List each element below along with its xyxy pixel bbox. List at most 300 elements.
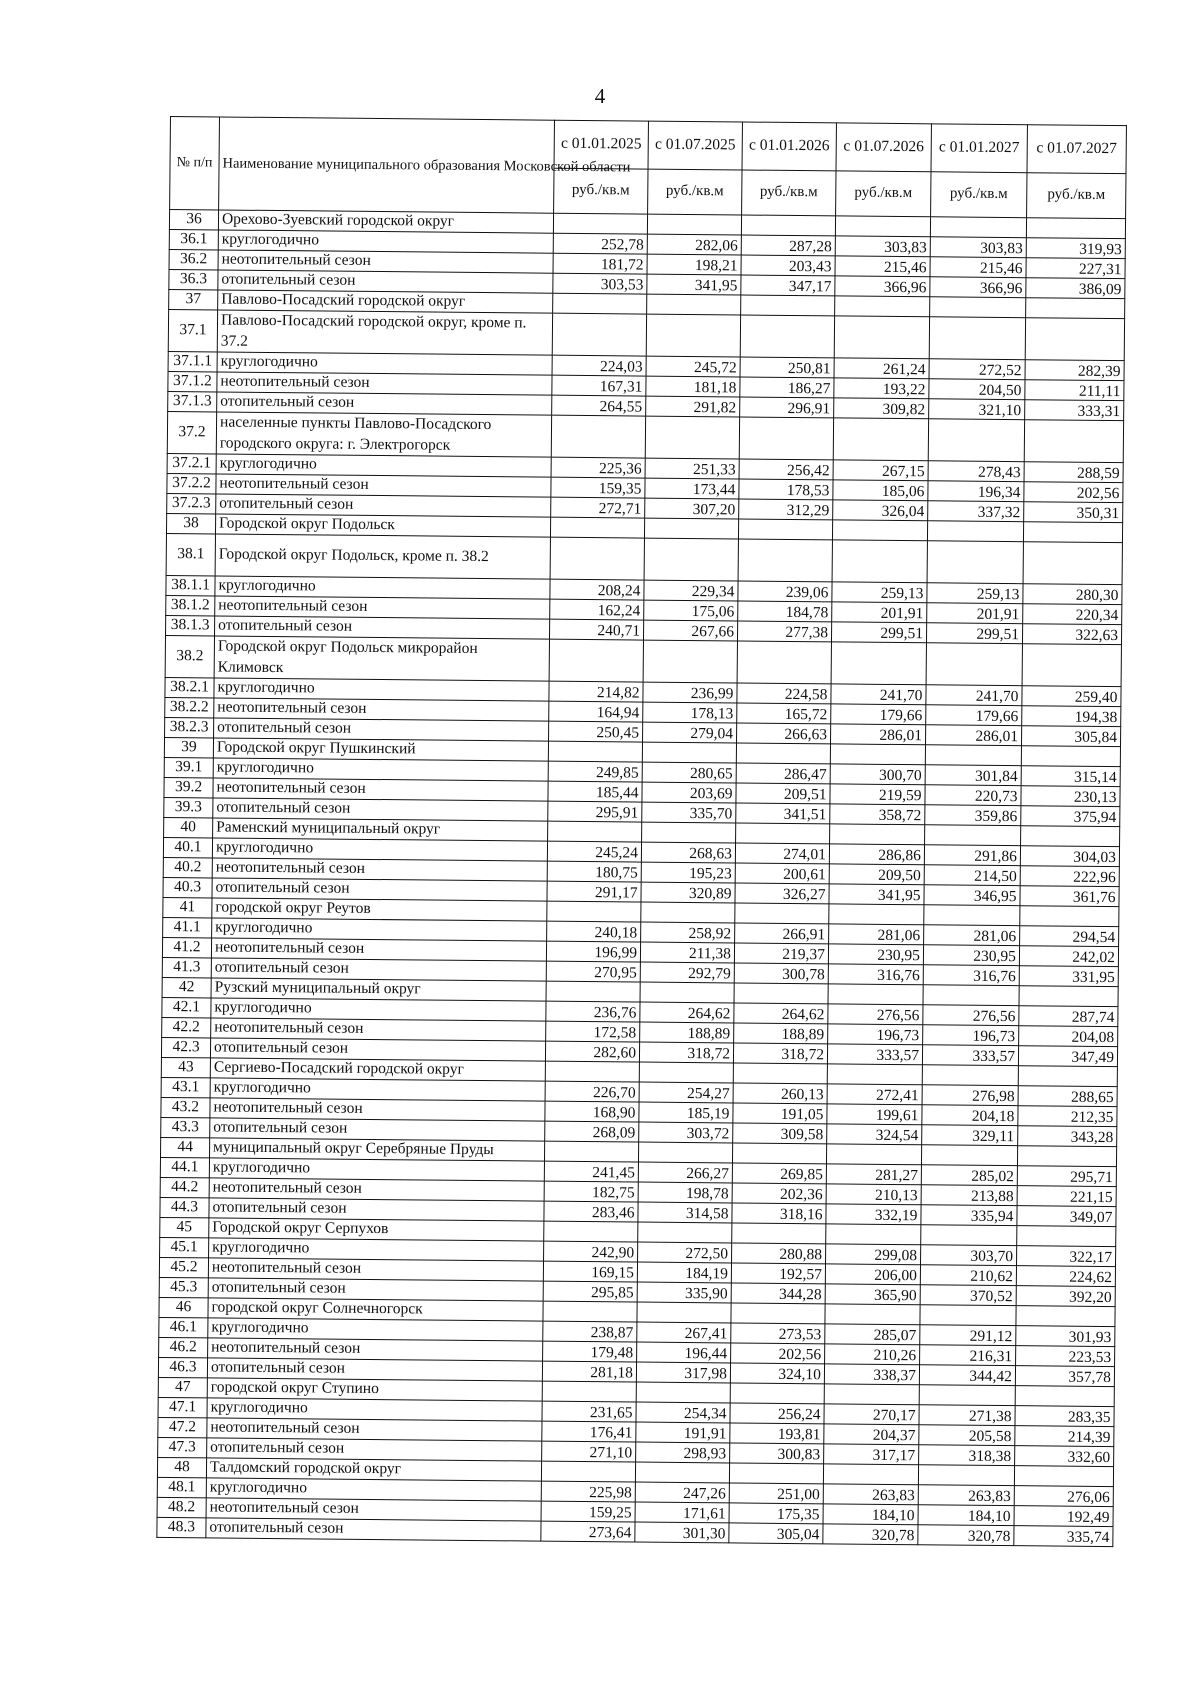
rate-value-cell: 286,01 (925, 725, 1021, 746)
rate-value-cell: 175,35 (729, 1503, 823, 1524)
rate-value-cell: 241,45 (544, 1161, 638, 1182)
rate-value-cell (918, 1465, 1014, 1486)
row-name-cell: неотопительный сезон (209, 1178, 544, 1201)
rate-value-cell: 337,32 (928, 501, 1024, 522)
rate-value-cell: 333,31 (1025, 400, 1124, 421)
rate-value-cell: 241,70 (831, 684, 926, 705)
rate-value-cell (834, 316, 929, 359)
rate-value-cell: 203,43 (741, 255, 835, 276)
rate-value-cell (544, 1221, 638, 1242)
row-number-cell: 39.3 (164, 797, 213, 817)
row-name-cell: круглогодично (206, 1478, 541, 1501)
rate-value-cell: 335,94 (921, 1205, 1017, 1226)
rate-value-cell (735, 903, 829, 924)
rate-value-cell: 204,18 (922, 1105, 1018, 1126)
rate-value-cell: 171,61 (635, 1502, 729, 1523)
rate-value-cell: 230,13 (1021, 786, 1120, 807)
rate-value-cell: 301,93 (1016, 1326, 1115, 1347)
row-name-cell: круглогодично (211, 998, 546, 1021)
rate-value-cell: 278,43 (928, 461, 1024, 482)
row-name-cell: неотопительный сезон (212, 858, 547, 881)
rate-value-cell (925, 825, 1021, 846)
rate-value-cell: 318,16 (732, 1203, 826, 1224)
rate-value-cell (730, 1383, 824, 1404)
rate-value-cell: 195,23 (641, 862, 735, 883)
rate-value-cell: 221,15 (1017, 1186, 1116, 1207)
rate-value-cell: 299,51 (831, 622, 926, 643)
rate-value-cell: 286,47 (736, 763, 830, 784)
tariff-table (156, 116, 1127, 1547)
rate-value-cell: 324,10 (730, 1363, 824, 1384)
row-name-cell: неотопительный сезон (211, 938, 546, 961)
table-header (170, 117, 1127, 219)
rate-value-cell: 285,02 (921, 1165, 1017, 1186)
row-number-cell: 48 (157, 1457, 206, 1477)
column-header-number: № п/п (170, 117, 220, 210)
rate-value-cell: 272,41 (827, 1084, 922, 1105)
rate-value-cell: 366,96 (930, 277, 1026, 298)
rate-value-cell: 370,52 (920, 1285, 1016, 1306)
rate-value-cell: 288,65 (1018, 1086, 1117, 1107)
rate-value-cell: 184,10 (918, 1505, 1014, 1526)
row-name-cell: Раменский муниципальный округ (213, 818, 548, 841)
tariff-table-wrapper (156, 116, 1126, 1547)
rate-value-cell: 159,35 (551, 477, 645, 498)
rate-value-cell (1022, 644, 1121, 687)
rate-value-cell: 194,38 (1022, 706, 1121, 727)
rate-value-cell: 204,37 (824, 1424, 919, 1445)
row-name-cell: круглогодично (212, 918, 547, 941)
rate-value-cell: 344,28 (731, 1283, 825, 1304)
rate-value-cell: 335,74 (1014, 1526, 1113, 1547)
rate-value-cell: 216,31 (920, 1345, 1016, 1366)
rate-value-cell: 375,94 (1021, 806, 1120, 827)
rate-value-cell: 198,21 (647, 254, 741, 275)
rate-value-cell: 215,46 (835, 256, 930, 277)
table-body (157, 210, 1126, 1547)
rate-value-cell: 264,62 (734, 1003, 828, 1024)
rate-value-cell: 192,49 (1014, 1506, 1113, 1527)
rate-value-cell (924, 905, 1020, 926)
rate-value-cell: 282,60 (545, 1041, 639, 1062)
rate-value-cell (734, 983, 828, 1004)
rate-value-cell: 341,95 (647, 274, 741, 295)
row-number-cell: 42.1 (162, 997, 211, 1017)
rate-value-cell: 344,42 (919, 1365, 1015, 1386)
rate-value-cell: 301,84 (925, 765, 1021, 786)
rate-value-cell (643, 640, 737, 683)
rate-value-cell: 179,66 (831, 704, 926, 725)
rate-value-cell: 270,95 (546, 961, 640, 982)
column-header-date: с 01.07.2026 (836, 123, 931, 171)
row-number-cell: 36 (169, 210, 218, 230)
row-number-cell: 40.3 (163, 877, 212, 897)
rate-value-cell: 252,78 (553, 233, 647, 254)
rate-value-cell (823, 1464, 918, 1485)
row-number-cell: 42.2 (162, 1017, 211, 1037)
column-header-unit: руб./кв.м (554, 168, 648, 214)
rate-value-cell: 159,25 (541, 1501, 635, 1522)
rate-value-cell: 386,09 (1026, 278, 1125, 299)
rate-value-cell: 259,13 (927, 583, 1023, 604)
rate-value-cell: 322,63 (1022, 624, 1121, 645)
rate-value-cell: 307,20 (645, 498, 739, 519)
rate-value-cell (739, 417, 833, 460)
rate-value-cell: 209,51 (736, 783, 830, 804)
rate-value-cell: 292,79 (640, 962, 734, 983)
rate-value-cell (1025, 318, 1124, 361)
rate-value-cell: 211,11 (1025, 380, 1124, 401)
rate-value-cell (921, 1145, 1017, 1166)
rate-value-cell (548, 741, 642, 762)
rate-value-cell: 196,73 (923, 1025, 1019, 1046)
row-number-cell: 44.2 (160, 1177, 209, 1197)
row-name-cell: круглогодично (207, 1398, 542, 1421)
rate-value-cell: 201,91 (832, 602, 927, 623)
rate-value-cell (1017, 1226, 1116, 1247)
rate-value-cell (833, 418, 928, 461)
rate-value-cell: 164,94 (549, 701, 643, 722)
rate-value-cell: 317,17 (824, 1444, 919, 1465)
rate-value-cell: 350,31 (1024, 502, 1123, 523)
rate-value-cell (642, 822, 736, 843)
rate-value-cell: 263,83 (823, 1484, 918, 1505)
row-number-cell: 44.1 (160, 1157, 209, 1177)
rate-value-cell (553, 213, 647, 234)
row-name-cell: Орехово-Зуевский городской округ (218, 210, 553, 233)
row-name-cell: отопительный сезон (206, 1518, 541, 1541)
rate-value-cell: 250,81 (740, 357, 834, 378)
rate-value-cell: 283,46 (544, 1201, 638, 1222)
column-header-date: с 01.01.2027 (931, 124, 1027, 172)
rate-value-cell: 318,38 (919, 1445, 1015, 1466)
row-name-cell: Городской округ Пушкинский (213, 738, 548, 761)
row-number-cell: 37.1.2 (168, 371, 217, 391)
rate-value-cell: 276,56 (923, 1005, 1019, 1026)
rate-value-cell: 182,75 (544, 1181, 638, 1202)
rate-value-cell (549, 639, 643, 682)
rate-value-cell: 181,72 (553, 253, 647, 274)
rate-value-cell: 210,26 (825, 1344, 920, 1365)
row-name-cell: отопительный сезон (216, 494, 551, 517)
rate-value-cell: 208,24 (550, 579, 644, 600)
rate-value-cell: 242,90 (544, 1241, 638, 1262)
rate-value-cell: 193,22 (834, 378, 929, 399)
rate-value-cell: 331,95 (1019, 966, 1118, 987)
column-header-date: с 01.07.2025 (648, 121, 742, 169)
row-name-cell: неотопительный сезон (208, 1258, 543, 1281)
row-name-cell: круглогодично (213, 758, 548, 781)
rate-value-cell (738, 519, 832, 540)
rate-value-cell: 295,91 (548, 801, 642, 822)
rate-value-cell: 226,70 (545, 1081, 639, 1102)
rate-value-cell (740, 315, 834, 358)
row-number-cell: 39.1 (164, 757, 213, 777)
row-number-cell: 37.2.1 (167, 453, 216, 473)
row-number-cell: 46.3 (158, 1357, 207, 1377)
row-number-cell: 44 (161, 1137, 210, 1157)
row-name-cell: Талдомский городской округ (206, 1458, 541, 1481)
rate-value-cell (736, 823, 830, 844)
row-name-cell: городской округ Солнечногорск (208, 1298, 543, 1321)
row-number-cell: 41 (163, 897, 212, 917)
row-name-cell: неотопительный сезон (218, 250, 553, 273)
rate-value-cell: 259,40 (1022, 686, 1121, 707)
row-name-cell: круглогодично (218, 230, 553, 253)
rate-value-cell: 338,37 (824, 1364, 919, 1385)
rate-value-cell: 277,38 (737, 621, 831, 642)
row-name-cell: отопительный сезон (217, 392, 552, 415)
row-name-cell: неотопительный сезон (217, 372, 552, 395)
rate-value-cell: 268,63 (641, 842, 735, 863)
row-name-cell: отопительный сезон (207, 1438, 542, 1461)
rate-value-cell: 301,30 (635, 1522, 729, 1543)
row-name-cell: городской округ Реутов (212, 898, 547, 921)
rate-value-cell (923, 985, 1019, 1006)
row-number-cell: 47 (158, 1377, 207, 1397)
rate-value-cell: 172,58 (546, 1021, 640, 1042)
rate-value-cell: 320,78 (823, 1524, 918, 1545)
rate-value-cell: 267,41 (637, 1322, 731, 1343)
row-number-cell: 47.1 (158, 1397, 207, 1417)
rate-value-cell: 359,86 (925, 805, 1021, 826)
rate-value-cell: 270,17 (824, 1404, 919, 1425)
rate-value-cell: 215,46 (930, 257, 1026, 278)
row-number-cell: 39 (164, 737, 213, 757)
rate-value-cell: 288,59 (1024, 462, 1123, 483)
rate-value-cell (826, 1224, 921, 1245)
rate-value-cell: 185,44 (548, 781, 642, 802)
rate-value-cell: 322,17 (1017, 1246, 1116, 1267)
row-number-cell: 45.2 (159, 1257, 208, 1277)
rate-value-cell: 309,82 (834, 398, 929, 419)
row-name-cell: отопительный сезон (210, 1118, 545, 1141)
rate-value-cell (543, 1301, 637, 1322)
rate-value-cell: 295,85 (543, 1281, 637, 1302)
rate-value-cell (1019, 986, 1118, 1007)
rate-value-cell (929, 317, 1025, 360)
rate-value-cell: 303,83 (835, 236, 930, 257)
rate-value-cell (824, 1384, 919, 1405)
rate-value-cell (647, 214, 741, 235)
row-number-cell: 45.1 (160, 1237, 209, 1257)
rate-value-cell: 165,72 (737, 703, 831, 724)
rate-value-cell: 324,54 (827, 1124, 922, 1145)
rate-value-cell (731, 1303, 825, 1324)
rate-value-cell: 268,09 (545, 1121, 639, 1142)
rate-value-cell: 266,91 (735, 923, 829, 944)
row-number-cell: 46.1 (159, 1317, 208, 1337)
rate-value-cell (921, 1225, 1017, 1246)
row-number-cell: 48.1 (157, 1477, 206, 1497)
rate-value-cell: 316,76 (923, 965, 1019, 986)
rate-value-cell: 333,57 (827, 1044, 922, 1065)
row-name-cell: круглогодично (215, 576, 550, 599)
rate-value-cell: 219,59 (830, 784, 925, 805)
column-header-unit: руб./кв.м (836, 170, 931, 216)
rate-value-cell: 314,58 (638, 1202, 732, 1223)
row-number-cell: 39.2 (164, 777, 213, 797)
row-name-cell: неотопительный сезон (214, 698, 549, 721)
rate-value-cell (645, 416, 739, 459)
rate-value-cell: 181,18 (646, 376, 740, 397)
rate-value-cell: 332,60 (1015, 1446, 1114, 1467)
rate-value-cell: 238,87 (543, 1321, 637, 1342)
rate-value-cell (550, 537, 644, 580)
rate-value-cell: 276,98 (922, 1085, 1018, 1106)
row-number-cell: 46.2 (159, 1337, 208, 1357)
rate-value-cell: 358,72 (830, 804, 925, 825)
rate-value-cell: 303,72 (639, 1122, 733, 1143)
rate-value-cell (542, 1381, 636, 1402)
rate-value-cell: 254,34 (636, 1402, 730, 1423)
rate-value-cell: 361,76 (1020, 886, 1119, 907)
row-number-cell: 37.2.3 (167, 493, 216, 513)
rate-value-cell: 230,95 (923, 945, 1019, 966)
rate-value-cell: 206,00 (825, 1264, 920, 1285)
row-number-cell: 37.2.2 (167, 473, 216, 493)
rate-value-cell (930, 297, 1026, 318)
rate-value-cell: 300,83 (730, 1443, 824, 1464)
rate-value-cell: 223,53 (1016, 1346, 1115, 1367)
column-header-unit: руб./кв.м (648, 169, 742, 215)
row-number-cell: 42 (162, 977, 211, 997)
rate-value-cell: 199,61 (827, 1104, 922, 1125)
rate-value-cell (1023, 542, 1122, 585)
rate-value-cell: 341,95 (829, 884, 924, 905)
rate-value-cell: 251,33 (645, 458, 739, 479)
row-name-cell: круглогодично (212, 838, 547, 861)
rate-value-cell: 305,04 (729, 1523, 823, 1544)
rate-value-cell: 329,11 (922, 1125, 1018, 1146)
rate-value-cell: 312,29 (739, 499, 833, 520)
column-header-unit: руб./кв.м (931, 171, 1027, 217)
page-number: 4 (594, 84, 606, 108)
rate-value-cell (732, 1143, 826, 1164)
row-number-cell: 46 (159, 1297, 208, 1317)
rate-value-cell: 295,71 (1017, 1166, 1116, 1187)
rate-value-cell (826, 1144, 921, 1165)
rate-value-cell (920, 1305, 1016, 1326)
row-number-cell: 36.2 (169, 249, 218, 269)
rate-value-cell: 209,50 (829, 864, 924, 885)
rate-value-cell: 266,63 (737, 723, 831, 744)
row-number-cell: 38.1.3 (166, 615, 215, 635)
rate-value-cell: 326,04 (833, 500, 928, 521)
rate-value-cell: 193,81 (730, 1423, 824, 1444)
rate-value-cell (550, 517, 644, 538)
rate-value-cell: 204,50 (929, 379, 1025, 400)
rate-value-cell: 260,13 (733, 1083, 827, 1104)
rate-value-cell (741, 295, 835, 316)
rate-value-cell: 335,70 (642, 802, 736, 823)
rate-value-cell (638, 1142, 732, 1163)
rate-value-cell: 205,58 (919, 1425, 1015, 1446)
column-header-date: с 01.01.2026 (742, 122, 836, 170)
rate-value-cell: 258,92 (641, 922, 735, 943)
rate-value-cell: 326,27 (735, 883, 829, 904)
rate-value-cell: 332,19 (826, 1204, 921, 1225)
row-number-cell: 38.2.2 (165, 697, 214, 717)
rate-value-cell: 196,34 (928, 481, 1024, 502)
rate-value-cell: 303,83 (930, 237, 1026, 258)
column-header-unit: руб./кв.м (1027, 172, 1126, 218)
rate-value-cell: 180,75 (547, 861, 641, 882)
rate-value-cell: 236,99 (643, 682, 737, 703)
rate-value-cell (827, 1064, 922, 1085)
rate-value-cell: 299,51 (926, 623, 1022, 644)
rate-value-cell: 271,10 (542, 1441, 636, 1462)
rate-value-cell (548, 821, 642, 842)
row-number-cell: 38.2.3 (165, 717, 214, 737)
rate-value-cell: 168,90 (545, 1101, 639, 1122)
row-name-cell: отопительный сезон (207, 1358, 542, 1381)
rate-value-cell (636, 1382, 730, 1403)
row-number-cell: 38.1.1 (166, 575, 215, 595)
rate-value-cell: 317,98 (636, 1362, 730, 1383)
rate-value-cell: 320,89 (641, 882, 735, 903)
rate-value-cell: 335,90 (637, 1282, 731, 1303)
rate-value-cell: 304,03 (1020, 846, 1119, 867)
rate-value-cell: 254,27 (639, 1082, 733, 1103)
rate-value-cell: 282,39 (1025, 360, 1124, 381)
rate-value-cell: 343,28 (1018, 1126, 1117, 1147)
rate-value-cell: 319,93 (1026, 238, 1125, 259)
rate-value-cell: 286,86 (829, 844, 924, 865)
rate-value-cell: 256,42 (739, 459, 833, 480)
rate-value-cell: 263,83 (918, 1485, 1014, 1506)
rate-value-cell: 203,69 (642, 782, 736, 803)
row-number-cell: 37.1.1 (168, 351, 217, 371)
rate-value-cell: 349,07 (1017, 1206, 1116, 1227)
rate-value-cell: 309,58 (733, 1123, 827, 1144)
rate-value-cell (729, 1463, 823, 1484)
row-name-cell: неотопительный сезон (206, 1498, 541, 1521)
rate-value-cell: 392,20 (1016, 1286, 1115, 1307)
rate-value-cell: 220,34 (1023, 604, 1122, 625)
rate-value-cell: 251,00 (729, 1483, 823, 1504)
rate-value-cell: 169,15 (543, 1261, 637, 1282)
rate-value-cell: 245,24 (547, 841, 641, 862)
rate-value-cell (829, 904, 924, 925)
rate-value-cell: 230,95 (828, 944, 923, 965)
row-number-cell: 43.2 (161, 1097, 210, 1117)
row-name-cell: неотопительный сезон (208, 1338, 543, 1361)
row-number-cell: 43 (161, 1057, 210, 1077)
row-number-cell: 38.1 (166, 533, 215, 575)
rate-value-cell (1021, 746, 1120, 767)
rate-value-cell: 188,89 (640, 1022, 734, 1043)
rate-value-cell: 225,36 (551, 457, 645, 478)
rate-value-cell (639, 1062, 733, 1083)
rate-value-cell: 222,96 (1020, 866, 1119, 887)
rate-value-cell (927, 541, 1023, 584)
row-number-cell: 48.2 (157, 1497, 206, 1517)
rate-value-cell (738, 539, 832, 582)
rate-value-cell: 281,18 (542, 1361, 636, 1382)
rate-value-cell: 198,78 (638, 1182, 732, 1203)
rate-value-cell: 185,06 (833, 480, 928, 501)
rate-value-cell: 179,48 (543, 1341, 637, 1362)
column-header-name: Наименование муниципального образования Московской области (219, 117, 555, 213)
rate-value-cell: 220,73 (925, 785, 1021, 806)
rate-value-cell (927, 521, 1023, 542)
rate-value-cell (925, 745, 1021, 766)
row-number-cell: 41.3 (162, 957, 211, 977)
rate-value-cell (642, 742, 736, 763)
rate-value-cell: 188,89 (734, 1023, 828, 1044)
column-header-unit: руб./кв.м (742, 169, 836, 215)
